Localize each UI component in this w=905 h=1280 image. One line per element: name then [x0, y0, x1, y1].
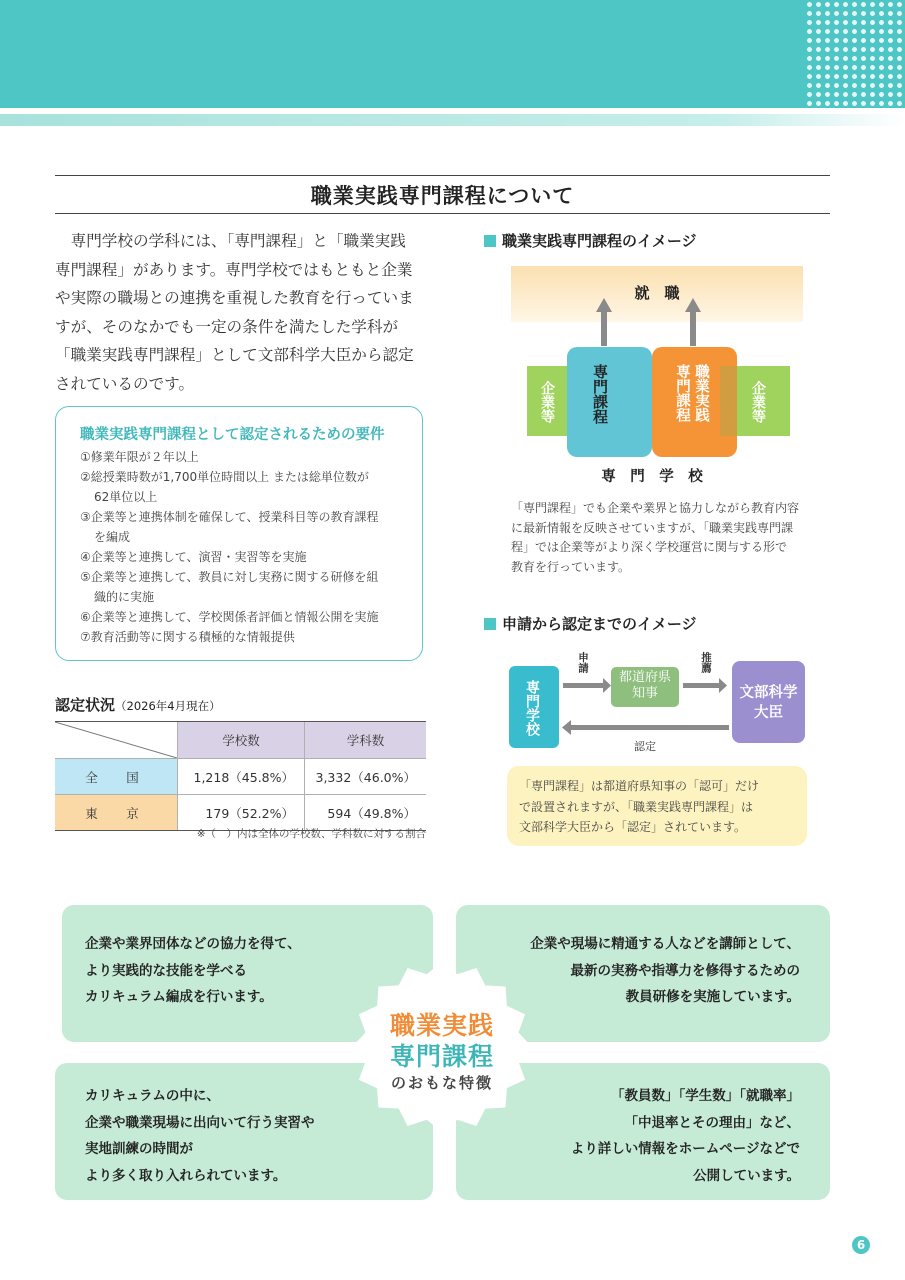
feature-line: 企業や現場に精通する人などを講師として、 [530, 936, 800, 952]
caption-line: 「専門課程」でも企業や業界と協力しながら教育内容 [511, 501, 800, 515]
feature-line: 教員研修を実施しています。 [625, 989, 800, 1005]
up-arrow-icon [596, 298, 612, 346]
cell-departments: 594（49.8%） [305, 795, 427, 831]
intro-line: 専門課程」があります。専門学校ではもともと企業 [55, 260, 413, 279]
company-label-right: 企業等 [750, 381, 766, 423]
feature-line: カリキュラム編成を行います。 [85, 989, 273, 1005]
feature-line: より実践的な技能を学べる [85, 962, 247, 979]
shokugyo-label-col: 職業実践 [693, 364, 709, 422]
status-date: （2026年4月現在） [115, 699, 221, 713]
caption-line: で設置されますが、「職業実践専門課程」は [519, 799, 754, 814]
shokugyo-label-col: 専門課程 [674, 364, 690, 422]
table-header-row [55, 722, 426, 759]
shokugyo-box-label [672, 364, 710, 444]
feature-line: より多く取り入れられています。 [85, 1167, 287, 1184]
intro-line: 「職業実践専門課程」として文部科学大臣から認定 [55, 346, 414, 364]
table-row [55, 759, 426, 795]
employment-label: 就 職 [634, 284, 680, 302]
status-heading [55, 694, 221, 715]
company-label-left: 企業等 [539, 381, 555, 423]
header-schools: 学校数 [178, 722, 305, 759]
feature-text-bottom-right [480, 1083, 800, 1189]
requirement-item: 62単位以上 [94, 490, 158, 504]
flow-arrows [559, 676, 734, 738]
row-label-national: 全 国 [55, 759, 178, 795]
caption-line: 教育を行っています。 [511, 559, 631, 574]
requirement-item: ⑥企業等と連携して、学校関係者評価と情報公開を実施 [80, 610, 379, 624]
intro-paragraph [55, 227, 430, 398]
center-title-line1: 職業実践 [389, 1011, 494, 1040]
header-dot-pattern [805, 0, 905, 110]
corner-diagonal [55, 722, 177, 758]
arrow-certify-shaft [571, 725, 729, 730]
image1-heading [484, 230, 697, 251]
page-title: 職業実践専門課程について [310, 184, 575, 208]
ministry-line: 大臣 [754, 705, 783, 721]
feature-line: カリキュラムの中に、 [85, 1088, 220, 1104]
intro-line: や実際の職場との連携を重視した教育を行っていま [55, 289, 414, 307]
table-note: ※（ ）内は全体の学校数、学科数に対する割合 [196, 828, 426, 840]
prefecture-line: 知事 [631, 686, 658, 701]
intro-line: すが、そのなかでも一定の条件を満たした学科が [55, 317, 399, 336]
school-label: 専 門 学 校 [601, 469, 703, 485]
ministry-line: 文部科学 [739, 685, 798, 701]
senmon-box-label: 専門課程 [591, 364, 609, 424]
requirement-item: ③企業等と連携体制を確保して、授業科目等の教育課程 [80, 510, 379, 524]
image2-heading-text: 申請から認定までのイメージ [502, 615, 697, 633]
up-arrows [592, 298, 712, 348]
requirements-title: 職業実践専門課程として認定されるための要件 [80, 427, 385, 443]
apply-label: 申請 [577, 652, 589, 673]
feature-line: 「教員数」「学生数」「就職率」 [611, 1088, 800, 1104]
feature-line: より詳しい情報をホームページなどで [570, 1141, 800, 1157]
feature-line: 最新の実務や指導力を修得するための [570, 962, 800, 979]
requirement-item: ①修業年限が２年以上 [80, 450, 199, 464]
arrow-left-icon [562, 720, 571, 735]
status-table [55, 721, 426, 831]
center-title [347, 1010, 537, 1094]
feature-line: 企業や職業現場に出向いて行う実習や [85, 1114, 315, 1131]
caption-line: 「専門課程」は都道府県知事の「認可」だけ [519, 779, 760, 793]
requirement-item: ②総授業時数が1,700単位時間以上 または総単位数が [80, 470, 369, 484]
feature-line: 公開しています。 [693, 1167, 800, 1184]
arrow-right-icon [603, 678, 611, 693]
cell-schools: 179（52.2%） [178, 795, 305, 831]
status-title: 認定状況 [55, 696, 116, 714]
requirement-item: 織的に実施 [94, 590, 155, 604]
header-departments: 学科数 [305, 722, 427, 759]
feature-text-top-left [85, 931, 301, 1011]
requirements-list [80, 447, 410, 647]
square-bullet-icon [484, 235, 496, 247]
cell-schools: 1,218（45.8%） [178, 759, 305, 795]
page-number: 6 [852, 1236, 870, 1254]
flow-ministry-label [732, 683, 805, 723]
feature-text-top-right [480, 931, 800, 1011]
certify-label: 認定 [634, 740, 656, 753]
image2-caption [519, 776, 804, 838]
arrow-right-icon [719, 678, 727, 693]
prefecture-line: 都道府県 [618, 670, 671, 685]
feature-line: 「中退率とその理由」など、 [624, 1114, 800, 1131]
requirement-item: を編成 [94, 530, 131, 544]
feature-line: 実地訓練の時間が [85, 1141, 193, 1157]
table-corner-cell [55, 722, 178, 759]
intro-line: 専門学校の学科には、「専門課程」と「職業実践 [55, 232, 406, 250]
center-title-line3: のおもな特徴 [390, 1074, 493, 1092]
square-bullet-icon [484, 618, 496, 630]
header-band [0, 0, 905, 108]
flow-school-label: 専門学校 [524, 680, 540, 736]
title-rule-bottom [55, 213, 830, 214]
caption-line: に最新情報を反映させていますが、「職業実践専門課 [511, 520, 794, 535]
intro-line: されているのです。 [55, 374, 195, 393]
overlap-shade [720, 366, 737, 436]
caption-line: 文部科学大臣から「認定」されています。 [519, 820, 747, 834]
up-arrow-icon [685, 298, 701, 346]
recommend-label: 推薦 [700, 652, 712, 673]
row-label-tokyo: 東 京 [55, 795, 178, 831]
header-stripe [0, 114, 905, 126]
image2-heading [484, 613, 697, 634]
caption-line: 程」では企業等がより深く学校運営に関与する形で [511, 540, 788, 554]
center-title-line2: 専門課程 [389, 1042, 494, 1071]
cell-departments: 3,332（46.0%） [305, 759, 427, 795]
image1-heading-text: 職業実践専門課程のイメージ [502, 232, 697, 250]
feature-line: 企業や業界団体などの協力を得て、 [85, 936, 301, 952]
arrow-recommend-shaft [683, 683, 719, 688]
feature-text-bottom-left [85, 1083, 315, 1189]
requirement-item: ⑦教育活動等に関する積極的な情報提供 [80, 630, 295, 644]
requirement-item: ⑤企業等と連携して、教員に対し実務に関する研修を組 [80, 570, 379, 584]
arrow-apply-shaft [563, 683, 603, 688]
image1-caption [511, 499, 811, 577]
requirement-item: ④企業等と連携して、演習・実習等を実施 [80, 550, 307, 564]
title-rule-top [55, 175, 830, 176]
